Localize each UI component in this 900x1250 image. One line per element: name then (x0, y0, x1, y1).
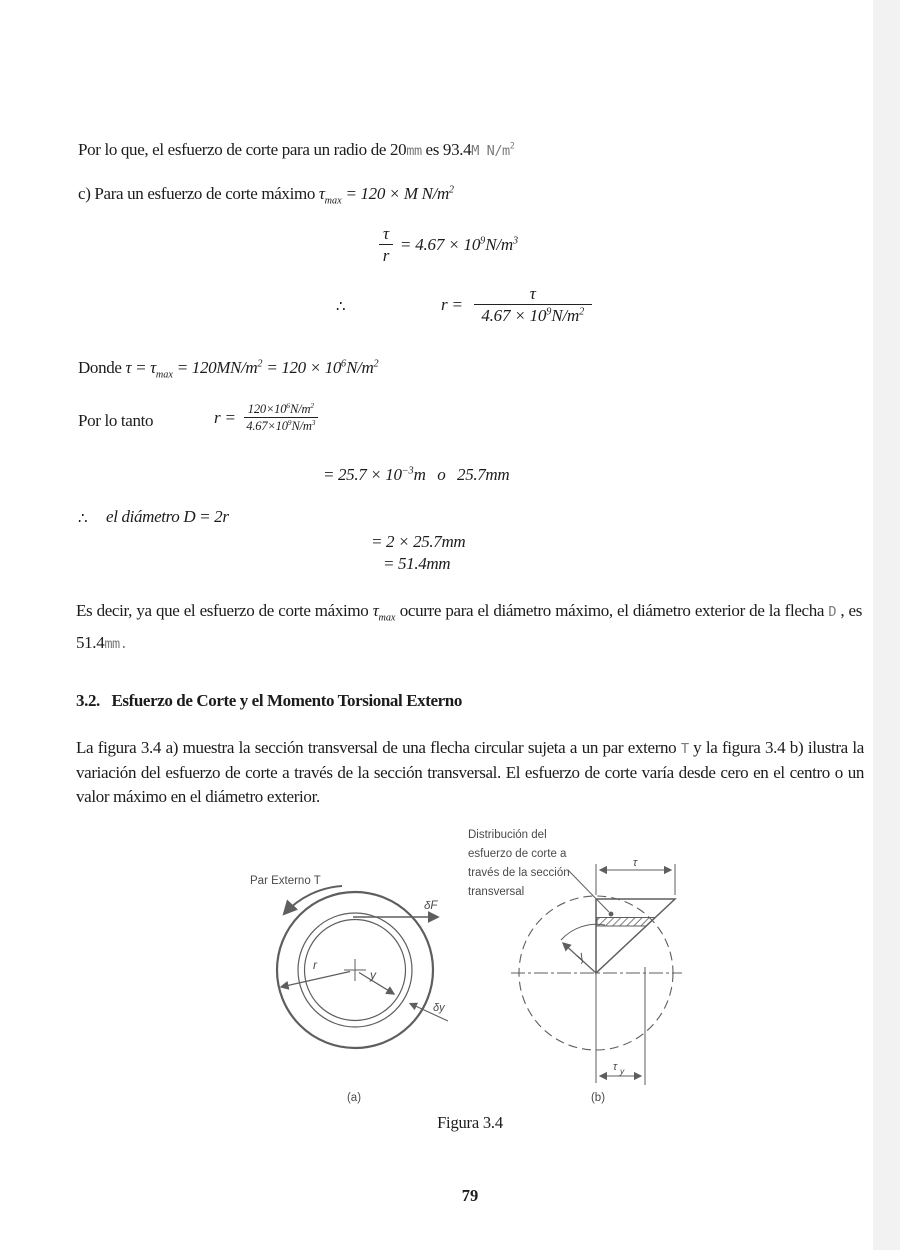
therefore-symbol: ∴ (336, 299, 346, 315)
y-label: y (573, 949, 587, 964)
therefore-symbol: ∴ (78, 511, 88, 527)
annotation-leader (568, 870, 609, 912)
diameter-line: el diámetro D = 2r (106, 507, 229, 526)
equation-r: r = $\frac{\tau}{4.67 \times 10^9N/m^2}$ (441, 284, 592, 325)
radius-y-arrow (359, 973, 394, 995)
donde-line: Donde $\tau = \tau_{max} = 120MN/m^2 = 120 \times 10^6N/m^2$ (78, 358, 379, 381)
fraction: $\frac{\tau}{4.67 \times 10^9N/m^2}$ (474, 284, 592, 325)
stress-distribution-diagram (511, 864, 682, 1085)
subfigure-b-label: (b) (590, 1092, 606, 1104)
equation-r-value: r = $\frac{120\times 10^6N/m^2}{4.67\times 10^9N/m^3}$ (214, 402, 318, 433)
intro-line: Por lo que, el esfuerzo de corte para un radio de 20mm es 93.4M $N/m^2$ (78, 140, 515, 159)
tau-label: τ (633, 857, 638, 869)
equation-tau-over-r: $\frac{\tau}{r}$ = $4.67 \times 10^9N/m^3$ (379, 224, 518, 265)
hatched-element-strip (597, 918, 655, 927)
par-externo-label: Par Externo T (250, 875, 321, 887)
delta-y-label: δy (433, 1002, 445, 1014)
distribution-note-line2: esfuerzo de corte a (468, 848, 567, 860)
section-heading: 3.2. Esfuerzo de Corte y el Momento Torsional Externo (76, 691, 462, 710)
radius-r-arrow (281, 972, 350, 988)
page-number: 79 (461, 1186, 479, 1205)
delta-f-label: δF (424, 900, 438, 912)
por-lo-tanto-label: Por lo tanto (78, 411, 154, 430)
y-label: y (370, 968, 376, 982)
conclusion-paragraph: Es decir, ya que el esfuerzo de corte máximo $\tau_{max}$ ocurre para el diámetro máximo, el diámetro exterior de la flecha D , es 51.4mm. (76, 601, 862, 653)
result-diameter-step: = 2 × 25.7mm (371, 532, 466, 551)
result-radius: = $25.7 \times 10^{-3}m$ o 25.7mm (323, 465, 510, 484)
tau-y-label: τ (613, 1061, 618, 1073)
distribution-note-line1: Distribución del (468, 829, 547, 841)
tau-y-sub-label: y (620, 1066, 625, 1076)
figure-description-paragraph: La figura 3.4 a) muestra la sección transversal de una flecha circular sujeta a un par externo T y la figura 3.4 b) ilustra la variación del esfuerzo de corte a través de la sección transversal. El esfuerzo de corte varía desde cero en el centro o un valor máximo en el diámetro exterior. (76, 738, 864, 806)
distribution-note-line3: través de la sección (468, 867, 570, 879)
torque-arrow (284, 886, 342, 914)
figure-caption: Figura 3.4 (437, 1113, 503, 1132)
y-sweep-arc (561, 924, 605, 940)
r-label: r (313, 958, 317, 972)
shaft-cross-section-diagram (277, 886, 448, 1048)
subfigure-a-label: (a) (346, 1092, 362, 1104)
scan-edge-strip (873, 0, 900, 1250)
case-c-line: c) Para un esfuerzo de corte máximo $\tau_{max} = 120 \times M$ $N/m^2$ (78, 184, 454, 207)
fraction: $\frac{\tau}{r}$ (379, 224, 393, 265)
distribution-note-line4: transversal (468, 886, 525, 898)
figure-3-4 (230, 820, 700, 1110)
result-diameter: = 51.4mm (383, 554, 451, 573)
fraction: $\frac{120\times 10^6N/m^2}{4.67\times 10^9N/m^3}$ (244, 402, 318, 433)
stress-triangle (596, 899, 675, 973)
leader-dot (609, 912, 614, 917)
